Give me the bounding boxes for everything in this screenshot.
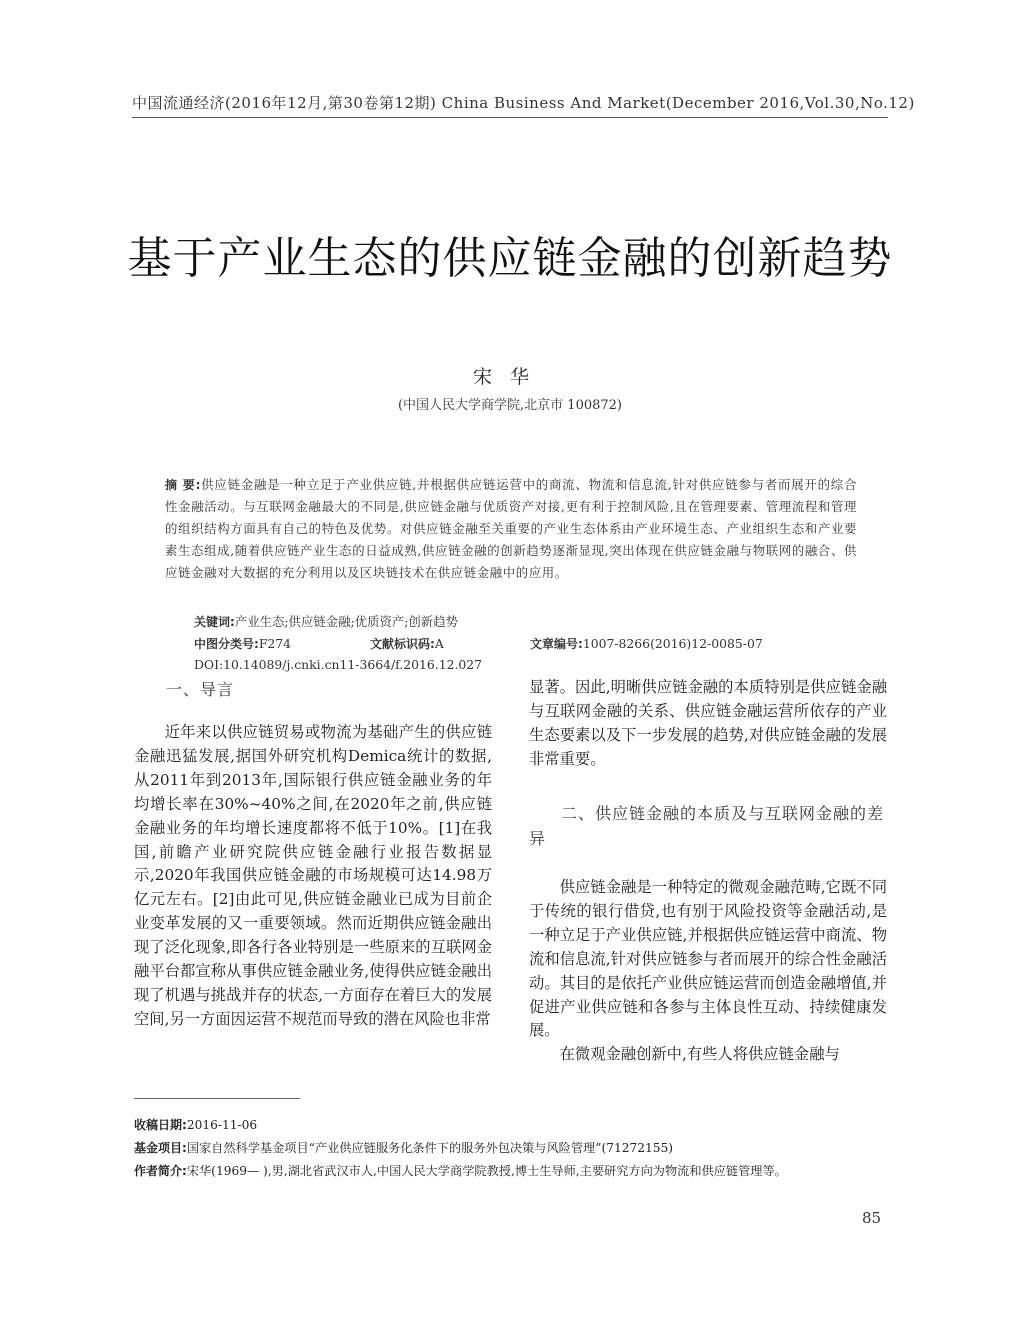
paragraph: 显著。因此,明晰供应链金融的本质特别是供应链金融与互联网金融的关系、供应链金融运营所依存的产业生态要素以及下一步发展的趋势,对供应链金融的发展非常重要。 bbox=[529, 678, 887, 768]
abstract-text: 供应链金融是一种立足于产业供应链,并根据供应链运营中的商流、物流和信息流,针对供应链参与者而展开的综合性金融活动。与互联网金融最大的不同是,供应链金融与优质资产对接,更有利于控制风险,且在管理要素、管理流程和管理的组织结构方面具有自己的特色及优势。对供应链金融至关重要的产业生态体系由产业环境生态、产业组织生态和产业要素生态组成,随着供应链产业生态的日益成熟,供应链金融的创新趋势逐渐显现,突出体现在供应链金融与物联网的融合、供应链金融对大数据的充分利用以及区块链技术在供应链金融中的应用。 bbox=[165, 477, 857, 580]
fund-project bbox=[134, 1137, 894, 1160]
author-name: 宋华 bbox=[472, 366, 547, 388]
paragraph: 供应链金融是一种特定的微观金融范畴,它既不同于传统的银行借贷,也有别于风险投资等金融活动,是一种立足于产业供应链,并根据供应链运营中商流、物流和信息流,针对供应链参与者而展开的综合性金融活动。其目的是依托产业供应链运营而创造金融增值,并促进产业供应链和各参与主体良性互动、持续健康发展。 bbox=[529, 878, 887, 1040]
section-heading-introduction: 一、导言 bbox=[166, 680, 235, 699]
clc-value: F274 bbox=[258, 636, 292, 651]
doi: DOI:10.14089/j.cnki.cn11-3664/f.2016.12.027 bbox=[194, 657, 483, 672]
body-column-right-bottom bbox=[529, 876, 887, 1067]
paragraph: 近年来以供应链贸易或物流为基础产生的供应链金融迅猛发展,据国外研究机构Demica统计的数据,从2011年到2013年,国际银行供应链金融业务的年均增长率在30%~40%之间,在2020年之前,供应链金融业务的年均增长速度都将不低于10%。[1]在我国,前瞻产业研究院供应链金融行业报告数据显示,2020年我国供应链金融的市场规模可达14.98万亿元左右。[2]由此可见,供应链金融业已成为目前企业变革发展的又一重要领域。然而近期供应链金融出现了泛化现象,即各行各业特别是一些原来的互联网金融平台都宣称从事供应链金融业务,使得供应链金融出现了机遇与挑战并存的状态,一方面存在着巨大的发展空间,另一方面因运营不规范而导致的潜在风险也非常 bbox=[134, 723, 492, 1028]
footnote-divider bbox=[134, 1098, 300, 1099]
keywords bbox=[194, 612, 854, 630]
keywords-text: 产业生态;供应链金融;优质资产;创新趋势 bbox=[234, 614, 458, 629]
abstract bbox=[165, 474, 857, 584]
bio-label: 作者简介: bbox=[134, 1164, 187, 1178]
author-affiliation: (中国人民大学商学院,北京市 100872) bbox=[397, 398, 623, 413]
received-date bbox=[134, 1114, 894, 1137]
page-number: 85 bbox=[862, 1209, 882, 1227]
received-label: 收稿日期: bbox=[134, 1118, 187, 1132]
fund-label: 基金项目: bbox=[134, 1141, 187, 1155]
header-divider bbox=[132, 117, 888, 118]
footnotes bbox=[134, 1114, 894, 1183]
bio-value: 宋华(1969— ),男,湖北省武汉市人,中国人民大学商学院教授,博士生导师,主要研究方向为物流和供应链管理等。 bbox=[186, 1164, 787, 1178]
body-column-left bbox=[134, 721, 492, 1032]
paragraph: 在微观金融创新中,有些人将供应链金融与 bbox=[559, 1045, 840, 1064]
article-title: 基于产业生态的供应链金融的创新趋势 bbox=[127, 233, 893, 284]
section-heading-essence bbox=[529, 801, 887, 851]
running-header: 中国流通经济(2016年12月,第30卷第12期) China Business And Market(December 2016,Vol.30,No.12) bbox=[132, 94, 915, 112]
section-heading-text: 二、供应链金融的本质及与互联网金融的差异 bbox=[529, 804, 885, 848]
clc-label: 中图分类号: bbox=[194, 637, 259, 651]
author-bio bbox=[134, 1160, 894, 1183]
body-column-right-top bbox=[529, 676, 887, 772]
doc-code-label: 文献标识码: bbox=[370, 637, 435, 651]
article-number-label: 文章编号: bbox=[530, 637, 583, 651]
fund-value: 国家自然科学基金项目“产业供应链服务化条件下的服务外包决策与风险管理”(71272155) bbox=[186, 1141, 674, 1155]
doc-code-value: A bbox=[434, 636, 444, 651]
keywords-label: 关键词: bbox=[194, 615, 235, 629]
received-value: 2016-11-06 bbox=[186, 1118, 258, 1132]
article-number-value: 1007-8266(2016)12-0085-07 bbox=[582, 636, 763, 651]
abstract-label: 摘 要: bbox=[165, 478, 201, 492]
